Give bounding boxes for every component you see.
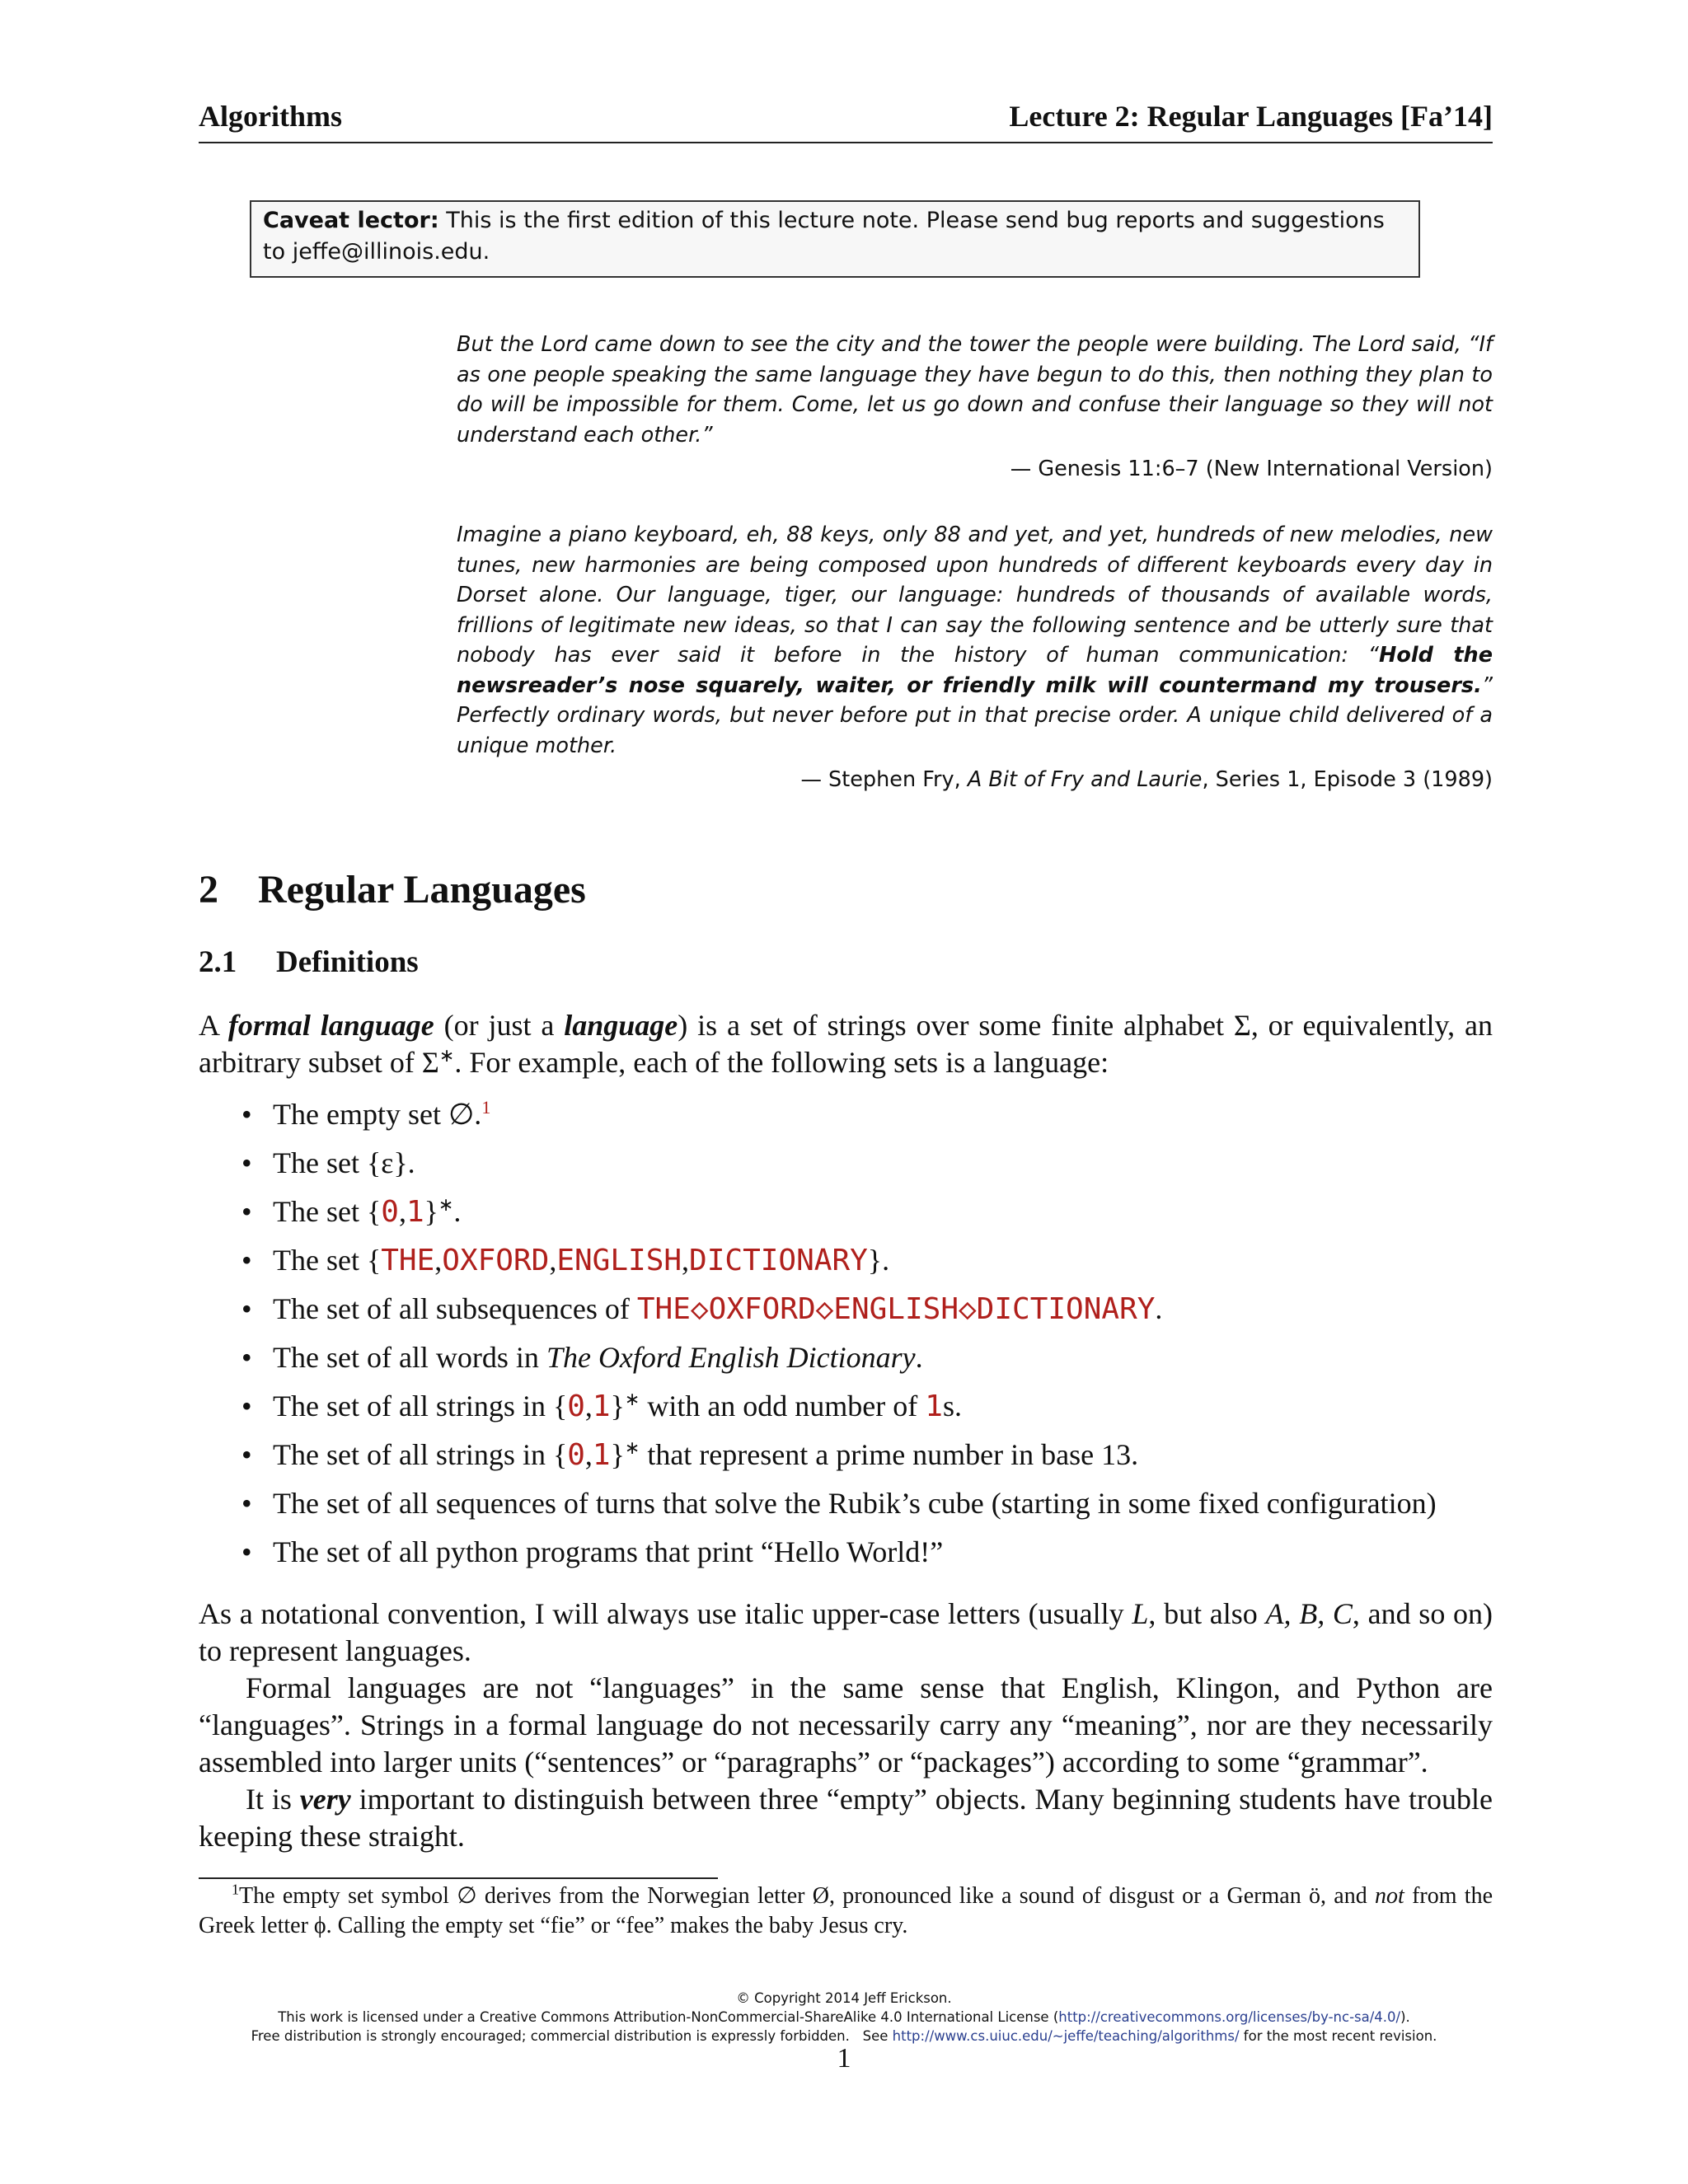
code-symbol: 0 <box>567 1390 585 1423</box>
epigraph-quote-bold: Hold the newsreader’s nose squarely, waiter, or friendly milk will countermand my trousers. <box>457 643 1493 698</box>
list-item <box>199 1339 1493 1388</box>
kleene-star: ∗ <box>438 1045 455 1066</box>
text-run: , and so on) to represent languages. <box>199 1597 1493 1667</box>
code-word: DICTIONARY <box>689 1244 868 1277</box>
item-text: The set of all strings in { <box>273 1390 568 1422</box>
text-run: (or just a <box>434 1009 565 1042</box>
epigraph-fry <box>457 520 1493 795</box>
code-string: THE◇OXFORD◇ENGLISH◇DICTIONARY <box>636 1292 1156 1326</box>
text-run: , but also <box>1148 1597 1266 1630</box>
list-item <box>199 1291 1493 1339</box>
item-text: The set of all strings in { <box>273 1438 568 1471</box>
notation-paragraph <box>199 1596 1493 1670</box>
item-text: , <box>584 1390 593 1422</box>
formal-languages-paragraph: Formal languages are not “languages” in the same sense that English, Klingon, and Python are “languages”. Strings in a formal language do not necessarily carry any “meaning”, nor are they necessarily assembled into larger units (“sentences” or “paragraphs” or “packages”) according to some “grammar”. <box>199 1671 1493 1779</box>
subsection-title: Definitions <box>276 945 419 979</box>
text-run: Free distribution is strongly encouraged; commercial distribution is expressly forbidden. See <box>251 2028 893 2044</box>
footnote-ref-link[interactable]: 1 <box>481 1097 491 1118</box>
code-symbol: 1 <box>925 1390 943 1423</box>
code-word: THE <box>381 1244 435 1277</box>
item-text: , <box>584 1438 593 1471</box>
caveat-label: Caveat lector: <box>263 208 439 233</box>
list-item <box>199 1145 1493 1193</box>
epigraph-quote <box>457 520 1493 761</box>
page-number: 1 <box>837 2043 851 2074</box>
epigraph-quote-post: ” Perfectly ordinary words, but never before put in that precise order. A unique child delivered of a unique mother. <box>457 673 1493 758</box>
text-run: from the Greek letter ϕ. Calling the empty set “fie” or “fee” makes the baby Jesus cry. <box>199 1883 1493 1938</box>
item-text: The set of all python programs that print “Hello World!” <box>273 1535 944 1568</box>
footnote-divider <box>199 1877 718 1879</box>
item-text: The set of all words in <box>273 1341 546 1374</box>
text-run: important to distinguish between three “empty” objects. Many beginning students have trouble keeping these straight. <box>199 1783 1493 1853</box>
text-run: As a notational convention, I will always use italic upper-case letters (usually <box>199 1597 1132 1630</box>
license-link[interactable]: http://creativecommons.org/licenses/by-nc-sa/4.0/ <box>1058 2009 1401 2025</box>
text-run: It is <box>246 1783 300 1816</box>
text-run: A <box>199 1009 228 1042</box>
kleene-star: ∗ <box>624 1389 640 1409</box>
item-text: The set {ε}. <box>273 1146 415 1179</box>
code-symbol: 1 <box>592 1390 611 1423</box>
item-text: } <box>424 1195 438 1228</box>
kleene-star: ∗ <box>624 1437 640 1458</box>
item-text: The set { <box>273 1195 382 1228</box>
document-page <box>199 0 1493 2184</box>
text-run: This work is licensed under a Creative Commons Attribution-NonCommercial-ShareAlike 4.0 International License ( <box>278 2009 1059 2025</box>
running-header <box>199 97 1493 143</box>
text-run: ). <box>1400 2009 1410 2025</box>
attribution-title: A Bit of Fry and Laurie <box>967 767 1203 792</box>
copyright-footer <box>0 1989 1688 2046</box>
item-text: , <box>398 1195 406 1228</box>
item-text: with an odd number of <box>640 1390 926 1422</box>
text-run: The empty set symbol ∅ derives from the Norwegian letter Ø, pronounced like a sound of disgust or a German ö, and <box>239 1883 1375 1909</box>
item-text: . <box>453 1195 462 1228</box>
text-run: . For example, each of the following sets is a language: <box>454 1046 1109 1079</box>
section-heading <box>199 867 586 912</box>
item-text: } <box>610 1438 625 1471</box>
list-item <box>199 1534 1493 1582</box>
epigraph-quote-pre: Imagine a piano keyboard, eh, 88 keys, only 88 and yet, and yet, hundreds of new melodies, new tunes, new harmonies are being composed upon hundreds of different keyboards every day in Dorset alone. Our language, tiger, our language: hundreds of thousands of available words, frillions of legitimate new ideas, so that I can say the following sentence and be utterly sure that nobody has ever said it before in the history of human communication: “ <box>457 523 1493 668</box>
empty-objects-paragraph <box>199 1781 1493 1855</box>
header-course-title: Algorithms <box>199 100 342 133</box>
item-text: , <box>682 1244 690 1277</box>
code-symbol: 1 <box>592 1438 611 1472</box>
list-item <box>199 1242 1493 1291</box>
math-vars: A, B, C <box>1265 1597 1353 1630</box>
section-number: 2 <box>199 868 218 912</box>
text-run: for the most recent revision. <box>1239 2028 1437 2044</box>
caveat-box <box>250 200 1420 278</box>
language-examples-list <box>199 1096 1493 1582</box>
section-title: Regular Languages <box>258 868 586 912</box>
caveat-text: This is the first edition of this lecture note. Please send bug reports and suggestions to jeffe@illinois.edu. <box>263 208 1385 265</box>
list-item <box>199 1096 1493 1145</box>
item-text: . <box>915 1341 923 1374</box>
item-text: The set of all subsequences of <box>273 1292 637 1325</box>
footnote-mark: 1 <box>232 1881 239 1898</box>
epigraph-attribution: — Genesis 11:6–7 (New International Version) <box>1010 457 1493 481</box>
list-item <box>199 1388 1493 1436</box>
code-symbol: 0 <box>567 1438 585 1472</box>
item-text: The set of all sequences of turns that solve the Rubik’s cube (starting in some fixed configuration) <box>273 1487 1437 1520</box>
emphasis: not <box>1375 1883 1404 1909</box>
item-text: }. <box>867 1244 890 1277</box>
license-line <box>0 2008 1688 2027</box>
code-word: OXFORD <box>442 1244 550 1277</box>
code-word: ENGLISH <box>556 1244 682 1277</box>
item-text: . <box>1155 1292 1163 1325</box>
list-item <box>199 1436 1493 1485</box>
code-symbol: 0 <box>381 1195 399 1229</box>
course-link[interactable]: http://www.cs.uiuc.edu/~jeffe/teaching/algorithms/ <box>892 2028 1240 2044</box>
attribution-pre: — Stephen Fry, <box>800 767 968 792</box>
header-lecture-title: Lecture 2: Regular Languages [Fa’14] <box>1009 100 1493 133</box>
term-language: language <box>564 1009 678 1042</box>
intro-paragraph <box>199 1007 1493 1081</box>
item-text: , <box>434 1244 443 1277</box>
math-var: L <box>1132 1597 1149 1630</box>
item-text: } <box>610 1390 625 1422</box>
body-paragraphs <box>199 1670 1493 1855</box>
item-text: The set { <box>273 1244 382 1277</box>
item-text: s. <box>942 1390 962 1422</box>
subsection-heading <box>199 944 419 980</box>
term-formal-language: formal language <box>227 1009 434 1042</box>
book-title: The Oxford English Dictionary <box>546 1341 916 1374</box>
kleene-star: ∗ <box>438 1194 454 1215</box>
item-text: that represent a prime number in base 13. <box>640 1438 1139 1471</box>
epigraph-attribution <box>457 765 1493 795</box>
subsection-number: 2.1 <box>199 945 237 979</box>
text-run: ) is a set of strings over some finite alphabet Σ, or equivalently, an arbitrary subset of Σ <box>199 1009 1493 1079</box>
copyright-line: © Copyright 2014 Jeff Erickson. <box>736 1990 952 2006</box>
item-text: The empty set ∅. <box>273 1098 482 1131</box>
code-symbol: 1 <box>406 1195 424 1229</box>
list-item <box>199 1193 1493 1242</box>
footnote <box>199 1882 1493 1941</box>
emphasis: very <box>299 1783 351 1816</box>
epigraph-quote: But the Lord came down to see the city and the tower the people were building. The Lord said, “If as one people speaking the same language they have begun to do this, then nothing they plan to do will be impossible for them. Come, let us go down and confuse their language so they will not understand each other.” <box>457 332 1493 448</box>
item-text: , <box>549 1244 557 1277</box>
epigraph-genesis <box>457 330 1493 485</box>
attribution-post: , Series 1, Episode 3 (1989) <box>1202 767 1493 792</box>
list-item <box>199 1485 1493 1534</box>
